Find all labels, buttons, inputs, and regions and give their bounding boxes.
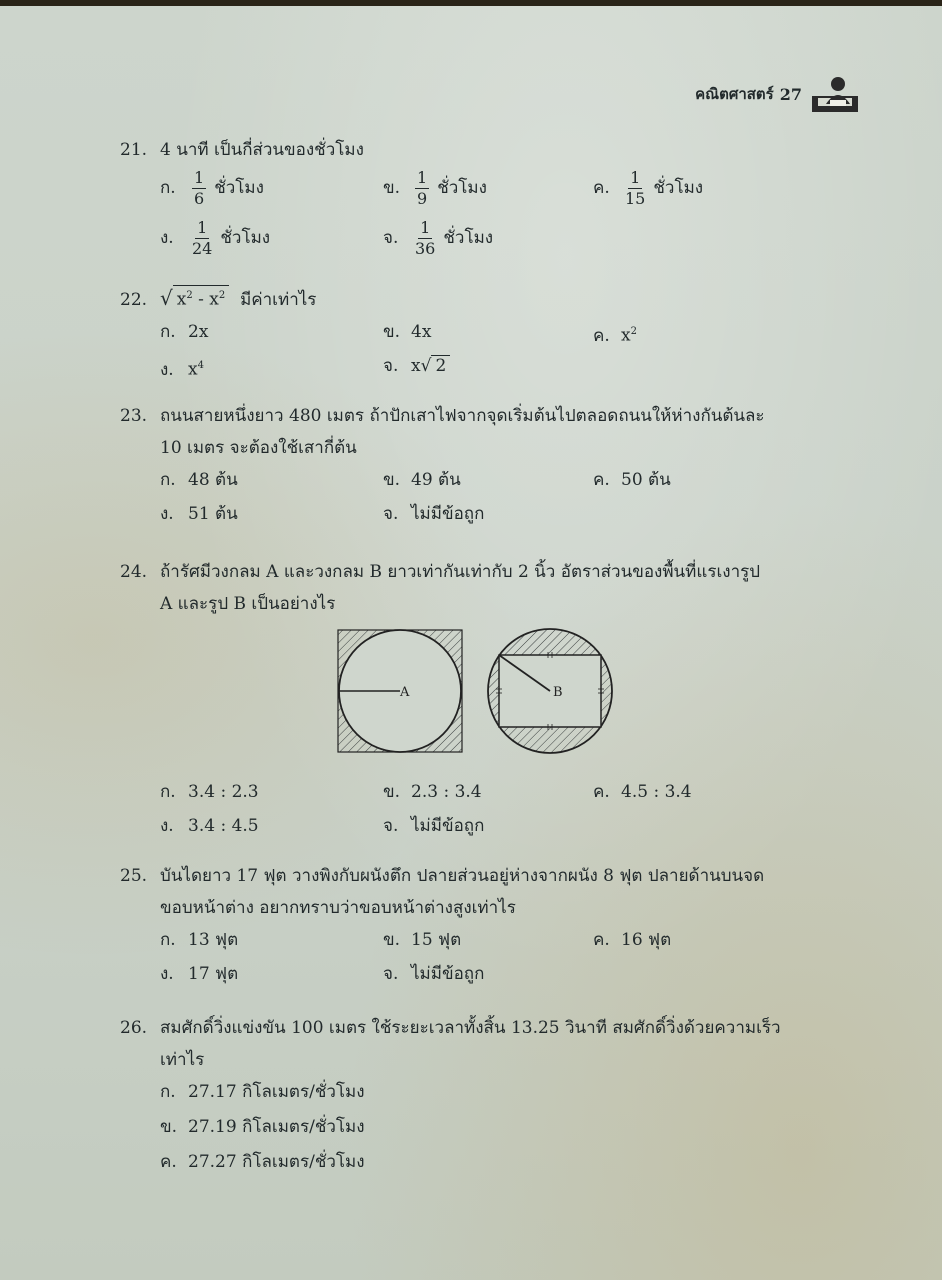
option-a[interactable]: ก. 13 ฟุต (160, 930, 239, 950)
question-26 (120, 1012, 781, 1178)
reader-figure-icon (808, 74, 860, 114)
option-b[interactable]: ข. 15 ฟุต (383, 930, 462, 950)
option-d[interactable]: ง. 3.4 : 4.5 (160, 816, 259, 836)
option-a[interactable]: ก. $\frac{1}{6}$ ชั่วโมง (160, 168, 264, 208)
label-b: B (553, 685, 563, 700)
header-title: คณิตศาสตร์ (695, 85, 774, 103)
question-number: 21. (120, 140, 148, 160)
fraction: $\frac{1}{15}$ (625, 168, 646, 208)
option-b[interactable]: ข. 49 ต้น (383, 470, 461, 490)
radicand: $x^2 - x^2$ (173, 285, 230, 310)
option-e[interactable]: จ. ไม่มีข้อถูก (383, 816, 485, 836)
fraction: $\frac{1}{6}$ (194, 168, 205, 208)
option-b[interactable]: ข. 2.3 : 3.4 (383, 782, 482, 802)
question-23 (120, 400, 820, 532)
option-e[interactable]: จ. ไม่มีข้อถูก (383, 964, 485, 984)
question-text: สมศักดิ์วิ่งแข่งขัน 100 เมตร ใช้ระยะเวลาทั้งสิ้น 13.25 วินาที สมศักดิ์วิ่งด้วยความเร็ว (160, 1018, 781, 1038)
figure-b (488, 629, 612, 753)
figure-a (338, 630, 462, 752)
option-c[interactable]: ค. 50 ต้น (593, 470, 671, 490)
option-a[interactable]: ก. 2x (160, 322, 209, 342)
option-b[interactable]: ข. 4x (383, 322, 432, 342)
question-number: 25. (120, 866, 148, 886)
option-d[interactable]: ง. 17 ฟุต (160, 964, 239, 984)
question-text: มีค่าเท่าไร (240, 290, 317, 310)
option-b[interactable]: ข. $\frac{1}{9}$ ชั่วโมง (383, 168, 487, 208)
question-text-cont: เท่าไร (160, 1050, 205, 1070)
option-c[interactable]: ค. 4.5 : 3.4 (593, 782, 692, 802)
option-e[interactable]: จ. ไม่มีข้อถูก (383, 504, 485, 524)
option-b[interactable]: ข. 27.19 กิโลเมตร/ชั่วโมง (160, 1117, 365, 1137)
page-number: 27 (779, 84, 802, 104)
question-number: 26. (120, 1018, 148, 1038)
page-top-edge (0, 0, 942, 6)
option-a[interactable]: ก. 48 ต้น (160, 470, 238, 490)
question-number: 24. (120, 562, 148, 582)
fraction: $\frac{1}{24}$ (192, 218, 213, 258)
running-header (695, 74, 860, 114)
radical-sign: √ (160, 286, 173, 310)
circle-figure (336, 628, 618, 754)
fraction: $\frac{1}{9}$ (417, 168, 428, 208)
question-text-cont: A และรูป B เป็นอย่างไร (160, 594, 336, 614)
fraction: $\frac{1}{36}$ (415, 218, 436, 258)
question-text: ถนนสายหนึ่งยาว 480 เมตร ถ้าปักเสาไฟจากจุดเริ่มต้นไปตลอดถนนให้ห่างกันต้นละ (160, 406, 765, 426)
question-22 (120, 282, 820, 384)
option-d[interactable]: ง. 51 ต้น (160, 504, 238, 524)
label-a: A (400, 685, 410, 700)
question-text: 4 นาที เป็นกี่ส่วนของชั่วโมง (160, 140, 364, 160)
option-a[interactable]: ก. 3.4 : 2.3 (160, 782, 259, 802)
question-text-cont: ขอบหน้าต่าง อยากทราบว่าขอบหน้าต่างสูงเท่าไร (160, 898, 516, 918)
question-number: 23. (120, 406, 148, 426)
option-e[interactable]: จ. $\frac{1}{36}$ ชั่วโมง (383, 218, 494, 258)
question-text: ถ้ารัศมีวงกลม A และวงกลม B ยาวเท่ากันเท่ากับ 2 นิ้ว อัตราส่วนของพื้นที่แรเงารูป (160, 562, 761, 582)
question-24 (120, 556, 760, 620)
question-text: บันไดยาว 17 ฟุต วางพิงกับผนังตึก ปลายส่วนอยู่ห่างจากผนัง 8 ฟุต ปลายด้านบนจด (160, 866, 765, 886)
question-25 (120, 860, 820, 992)
option-a[interactable]: ก. 27.17 กิโลเมตร/ชั่วโมง (160, 1082, 365, 1102)
question-21 (120, 134, 820, 266)
option-e[interactable]: จ. x√ 2 (383, 350, 450, 382)
option-d[interactable]: ง. $\frac{1}{24}$ ชั่วโมง (160, 218, 271, 258)
option-c[interactable]: ค. $\frac{1}{15}$ ชั่วโมง (593, 168, 704, 208)
question-text-cont: 10 เมตร จะต้องใช้เสากี่ต้น (160, 438, 357, 458)
option-c[interactable]: ค. 27.27 กิโลเมตร/ชั่วโมง (160, 1152, 365, 1172)
option-c[interactable]: ค. 16 ฟุต (593, 930, 672, 950)
option-c[interactable]: ค. $x^2$ (593, 325, 637, 346)
option-d[interactable]: ง. $x^4$ (160, 359, 204, 380)
question-number: 22. (120, 290, 148, 310)
question-24-options (120, 776, 820, 844)
